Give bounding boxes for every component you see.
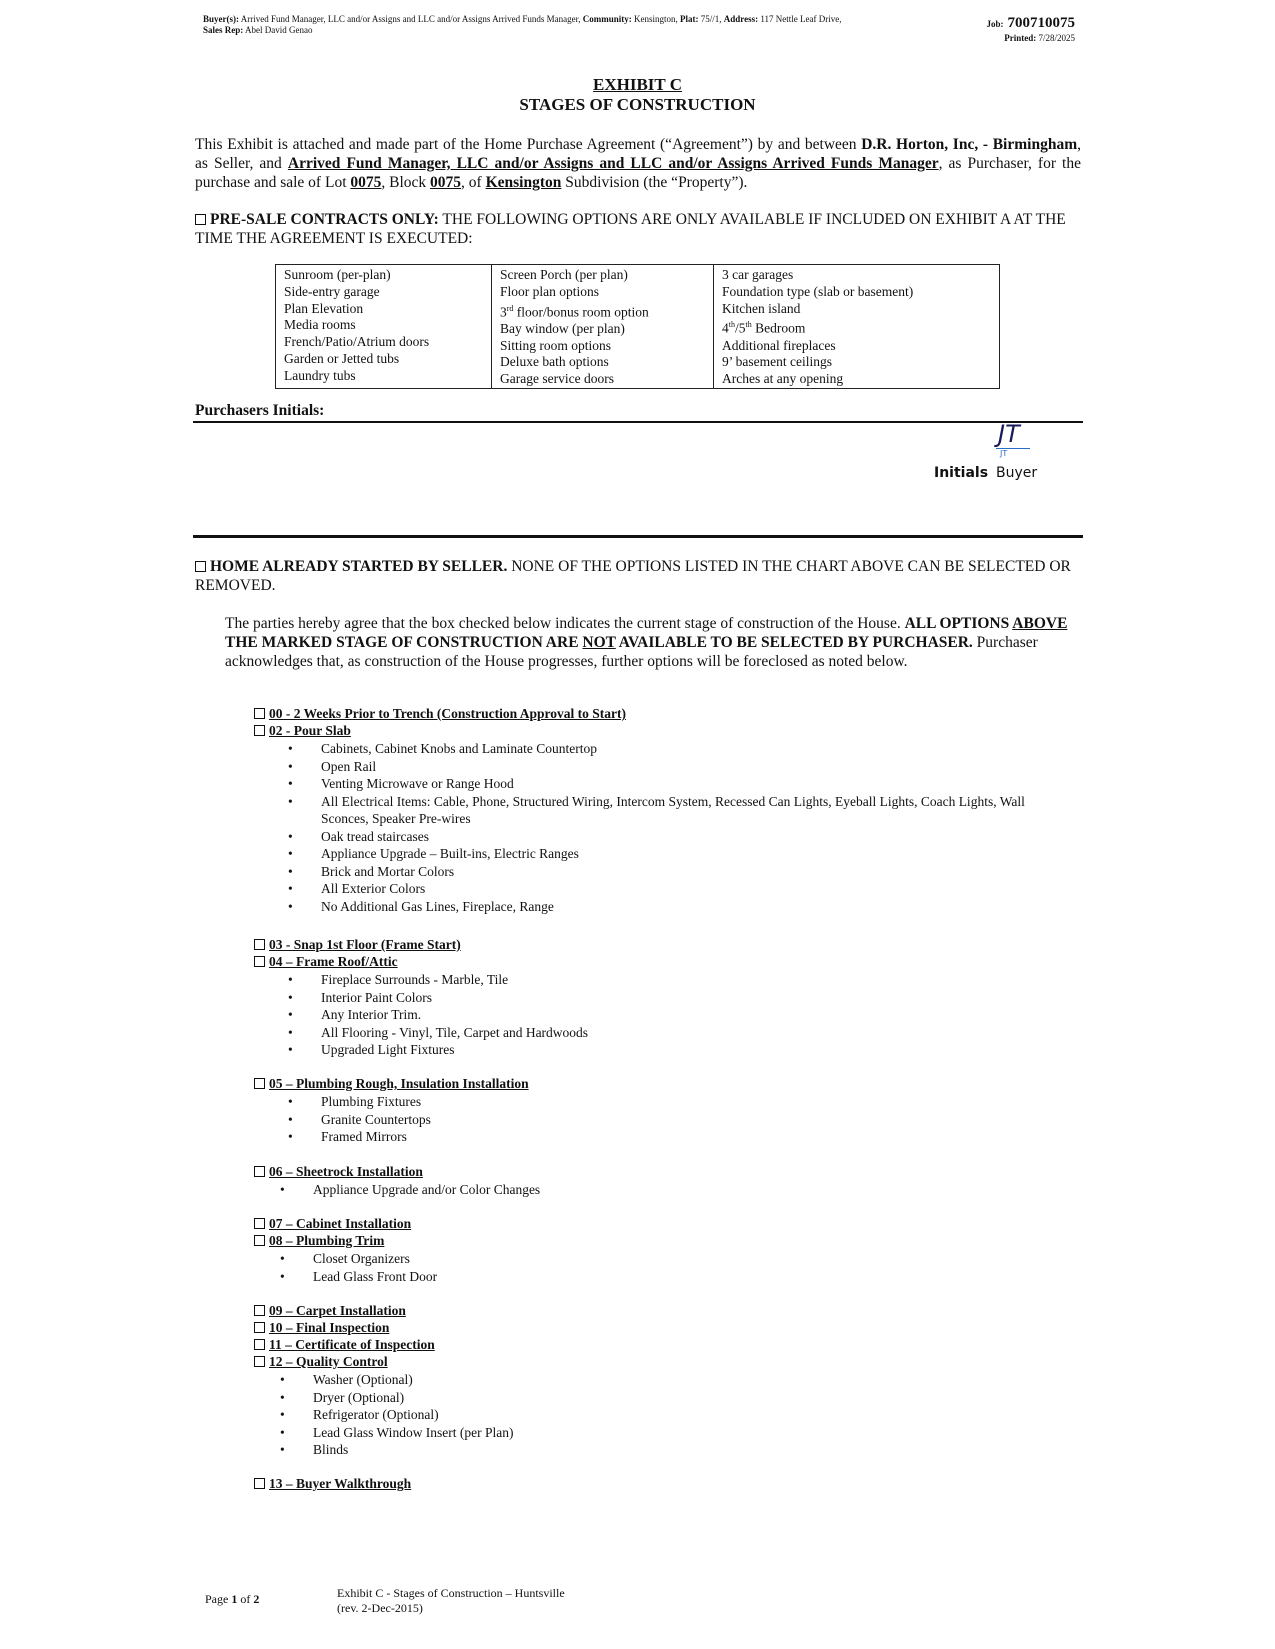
- seller-name: D.R. Horton, Inc, - Birmingham: [861, 136, 1078, 153]
- options-column-2: [492, 265, 714, 389]
- stage-05[interactable]: 05 – Plumbing Rough, Insulation Installation: [254, 1075, 529, 1092]
- list-item: • Interior Paint Colors: [321, 989, 1021, 1007]
- stage-checkbox[interactable]: [254, 708, 265, 719]
- list-item: • Closet Organizers: [313, 1250, 1013, 1268]
- stage-checkbox[interactable]: [254, 1322, 265, 1333]
- option-item: 4th/5th Bedroom: [722, 320, 806, 336]
- option-item: Additional fireplaces: [722, 337, 836, 353]
- lot-number: 0075: [350, 174, 382, 191]
- stage-checkbox[interactable]: [254, 956, 265, 967]
- stage-05-options: [321, 1093, 1021, 1146]
- exhibit-title: EXHIBIT C: [593, 75, 682, 94]
- stage-checkbox[interactable]: [254, 1078, 265, 1089]
- list-item: • Lead Glass Window Insert (per Plan): [313, 1424, 1013, 1442]
- stage-checkbox[interactable]: [254, 1478, 265, 1489]
- list-item: • Venting Microwave or Range Hood: [321, 775, 1071, 793]
- option-item: Screen Porch (per plan): [500, 267, 628, 282]
- header-line-2: Sales Rep: Abel David Genao: [203, 25, 313, 35]
- stage-checkbox[interactable]: [254, 1339, 265, 1350]
- stage-02-options: [321, 740, 1071, 915]
- stage-10[interactable]: 10 – Final Inspection: [254, 1319, 389, 1336]
- stage-08-options: [313, 1250, 1013, 1285]
- footer-revision: (rev. 2-Dec-2015): [337, 1601, 423, 1615]
- page-number: Page 1 of 2: [205, 1592, 260, 1606]
- block-number: 0075: [430, 174, 462, 191]
- stage-02[interactable]: 02 - Pour Slab: [254, 722, 351, 739]
- stage-13[interactable]: 13 – Buyer Walkthrough: [254, 1475, 411, 1492]
- home-started-paragraph: HOME ALREADY STARTED BY SELLER. NONE OF THE OPTIONS LISTED IN THE CHART ABOVE CAN BE SELECTED OR REMOVED.: [195, 558, 1071, 594]
- option-item: Garden or Jetted tubs: [284, 350, 400, 366]
- list-item: • All Flooring - Vinyl, Tile, Carpet and Hardwoods: [321, 1024, 1021, 1042]
- purchasers-initials-label: Purchasers Initials:: [195, 402, 325, 419]
- option-item: Foundation type (slab or basement): [722, 283, 914, 299]
- list-item: • Any Interior Trim.: [321, 1006, 1021, 1024]
- option-item: Plan Elevation: [284, 300, 364, 316]
- options-column-1: [276, 265, 492, 389]
- job-number: 700710075: [1007, 15, 1075, 31]
- list-item: • Fireplace Surrounds - Marble, Tile: [321, 971, 1021, 989]
- header-line-1: Buyer(s): Arrived Fund Manager, LLC and/or Assigns and LLC and/or Assigns Arrived Funds Manager, Community: Kensington, Plat: 75//1, Address: 117 Nettle Leaf Drive,: [203, 14, 842, 24]
- list-item: • Open Rail: [321, 758, 1071, 776]
- list-item: • Blinds: [313, 1441, 1013, 1459]
- option-item: Floor plan options: [500, 283, 600, 299]
- stage-06-options: [313, 1181, 1013, 1199]
- stage-03[interactable]: 03 - Snap 1st Floor (Frame Start): [254, 936, 461, 953]
- list-item: • Brick and Mortar Colors: [321, 863, 1071, 881]
- list-item: • Upgraded Light Fixtures: [321, 1041, 1021, 1059]
- list-item: • Oak tread staircases: [321, 828, 1071, 846]
- option-item: Laundry tubs: [284, 367, 356, 383]
- option-item: Sunroom (per-plan): [284, 267, 391, 282]
- stage-12-options: [313, 1371, 1013, 1459]
- list-item: • Appliance Upgrade and/or Color Changes: [313, 1181, 1013, 1199]
- stage-checkbox[interactable]: [254, 1218, 265, 1229]
- footer-doc-info: [337, 1586, 565, 1616]
- divider-top: [193, 421, 1083, 423]
- stage-checkbox[interactable]: [254, 1305, 265, 1316]
- list-item: • Granite Countertops: [321, 1111, 1021, 1129]
- list-item: • Framed Mirrors: [321, 1128, 1021, 1146]
- stage-checkbox[interactable]: [254, 1166, 265, 1177]
- option-item: Deluxe bath options: [500, 354, 609, 370]
- printed-date: 7/28/2025: [1038, 33, 1075, 43]
- stage-08[interactable]: 08 – Plumbing Trim: [254, 1232, 384, 1249]
- stage-checkbox[interactable]: [254, 1235, 265, 1246]
- stage-checkbox[interactable]: [254, 939, 265, 950]
- buyer-initials-signature[interactable]: JT JT: [996, 422, 1036, 452]
- intro-paragraph: This Exhibit is attached and made part of the Home Purchase Agreement (“Agreement”) by and between D.R. Horton, Inc, - Birmingham, as Seller, and Arrived Fund Manager, LLC and/or Assigns and LLC and/or Assigns Arrived Funds Manager, as Purchaser, for the purchase and sale of Lot 0075, Block 0075, of Kensington Subdivision (the “Property”).: [195, 136, 1081, 191]
- stage-checkbox[interactable]: [254, 725, 265, 736]
- option-item: Sitting room options: [500, 337, 612, 353]
- list-item: • Appliance Upgrade – Built-ins, Electric Ranges: [321, 845, 1071, 863]
- option-item: Garage service doors: [500, 371, 614, 387]
- list-item: • All Exterior Colors: [321, 880, 1071, 898]
- options-column-3: [714, 265, 1000, 389]
- subdivision-name: Kensington: [485, 174, 562, 191]
- stage-00[interactable]: 00 - 2 Weeks Prior to Trench (Construction Approval to Start): [254, 705, 626, 722]
- list-item: • Dryer (Optional): [313, 1389, 1013, 1407]
- footer-doc-title: Exhibit C - Stages of Construction – Huntsville: [337, 1586, 565, 1600]
- agreement-paragraph: The parties hereby agree that the box checked below indicates the current stage of construction of the House. ALL OPTIONS ABOVE THE MARKED STAGE OF CONSTRUCTION ARE NOT AVAILABLE TO BE SELECTED BY PURCHASER. Purchaser acknowledges that, as construction of the House progresses, further options will be foreclosed as noted below.: [225, 615, 1068, 670]
- buyer-caption: Buyer: [996, 465, 1038, 481]
- list-item: • Cabinets, Cabinet Knobs and Laminate Countertop: [321, 740, 1071, 758]
- stage-09[interactable]: 09 – Carpet Installation: [254, 1302, 406, 1319]
- stage-06[interactable]: 06 – Sheetrock Installation: [254, 1163, 423, 1180]
- list-item: • Lead Glass Front Door: [313, 1268, 1013, 1286]
- option-item: French/Patio/Atrium doors: [284, 334, 430, 350]
- stage-04[interactable]: 04 – Frame Roof/Attic: [254, 953, 398, 970]
- list-item: • All Electrical Items: Cable, Phone, Structured Wiring, Intercom System, Recessed Can Lights, Eyeball Lights, Coach Lights, Wall Sconces, Speaker Pre-wires: [321, 793, 1071, 828]
- option-item: Media rooms: [284, 317, 356, 333]
- stage-07[interactable]: 07 – Cabinet Installation: [254, 1215, 411, 1232]
- option-item: 3 car garages: [722, 267, 794, 282]
- buyer-name: Arrived Fund Manager, LLC and/or Assigns and LLC and/or Assigns Arrived Funds Manager: [287, 155, 939, 172]
- presale-paragraph: PRE-SALE CONTRACTS ONLY: THE FOLLOWING OPTIONS ARE ONLY AVAILABLE IF INCLUDED ON EXHIBIT A AT THE TIME THE AGREEMENT IS EXECUTED:: [195, 211, 1066, 247]
- list-item: • Plumbing Fixtures: [321, 1093, 1021, 1111]
- stage-12[interactable]: 12 – Quality Control: [254, 1353, 388, 1370]
- option-item: 9’ basement ceilings: [722, 354, 832, 370]
- stage-11[interactable]: 11 – Certificate of Inspection: [254, 1336, 435, 1353]
- list-item: • Washer (Optional): [313, 1371, 1013, 1389]
- list-item: • No Additional Gas Lines, Fireplace, Range: [321, 898, 1071, 916]
- options-table: [275, 264, 1000, 389]
- home-started-checkbox[interactable]: [195, 561, 206, 572]
- divider-bottom: [193, 535, 1083, 538]
- job-info: Job: 700710075 Printed: 7/28/2025: [986, 15, 1075, 43]
- option-item: Arches at any opening: [722, 371, 844, 387]
- option-item: Side-entry garage: [284, 283, 380, 299]
- option-item: 3rd floor/bonus room option: [500, 303, 649, 320]
- list-item: • Refrigerator (Optional): [313, 1406, 1013, 1424]
- option-item: Kitchen island: [722, 300, 801, 316]
- presale-checkbox[interactable]: [195, 214, 206, 225]
- stage-04-options: [321, 971, 1021, 1059]
- stage-checkbox[interactable]: [254, 1356, 265, 1367]
- header-info: [203, 14, 923, 36]
- initials-caption: Initials: [934, 465, 989, 481]
- exhibit-subtitle: STAGES OF CONSTRUCTION: [519, 95, 756, 114]
- option-item: Bay window (per plan): [500, 320, 625, 336]
